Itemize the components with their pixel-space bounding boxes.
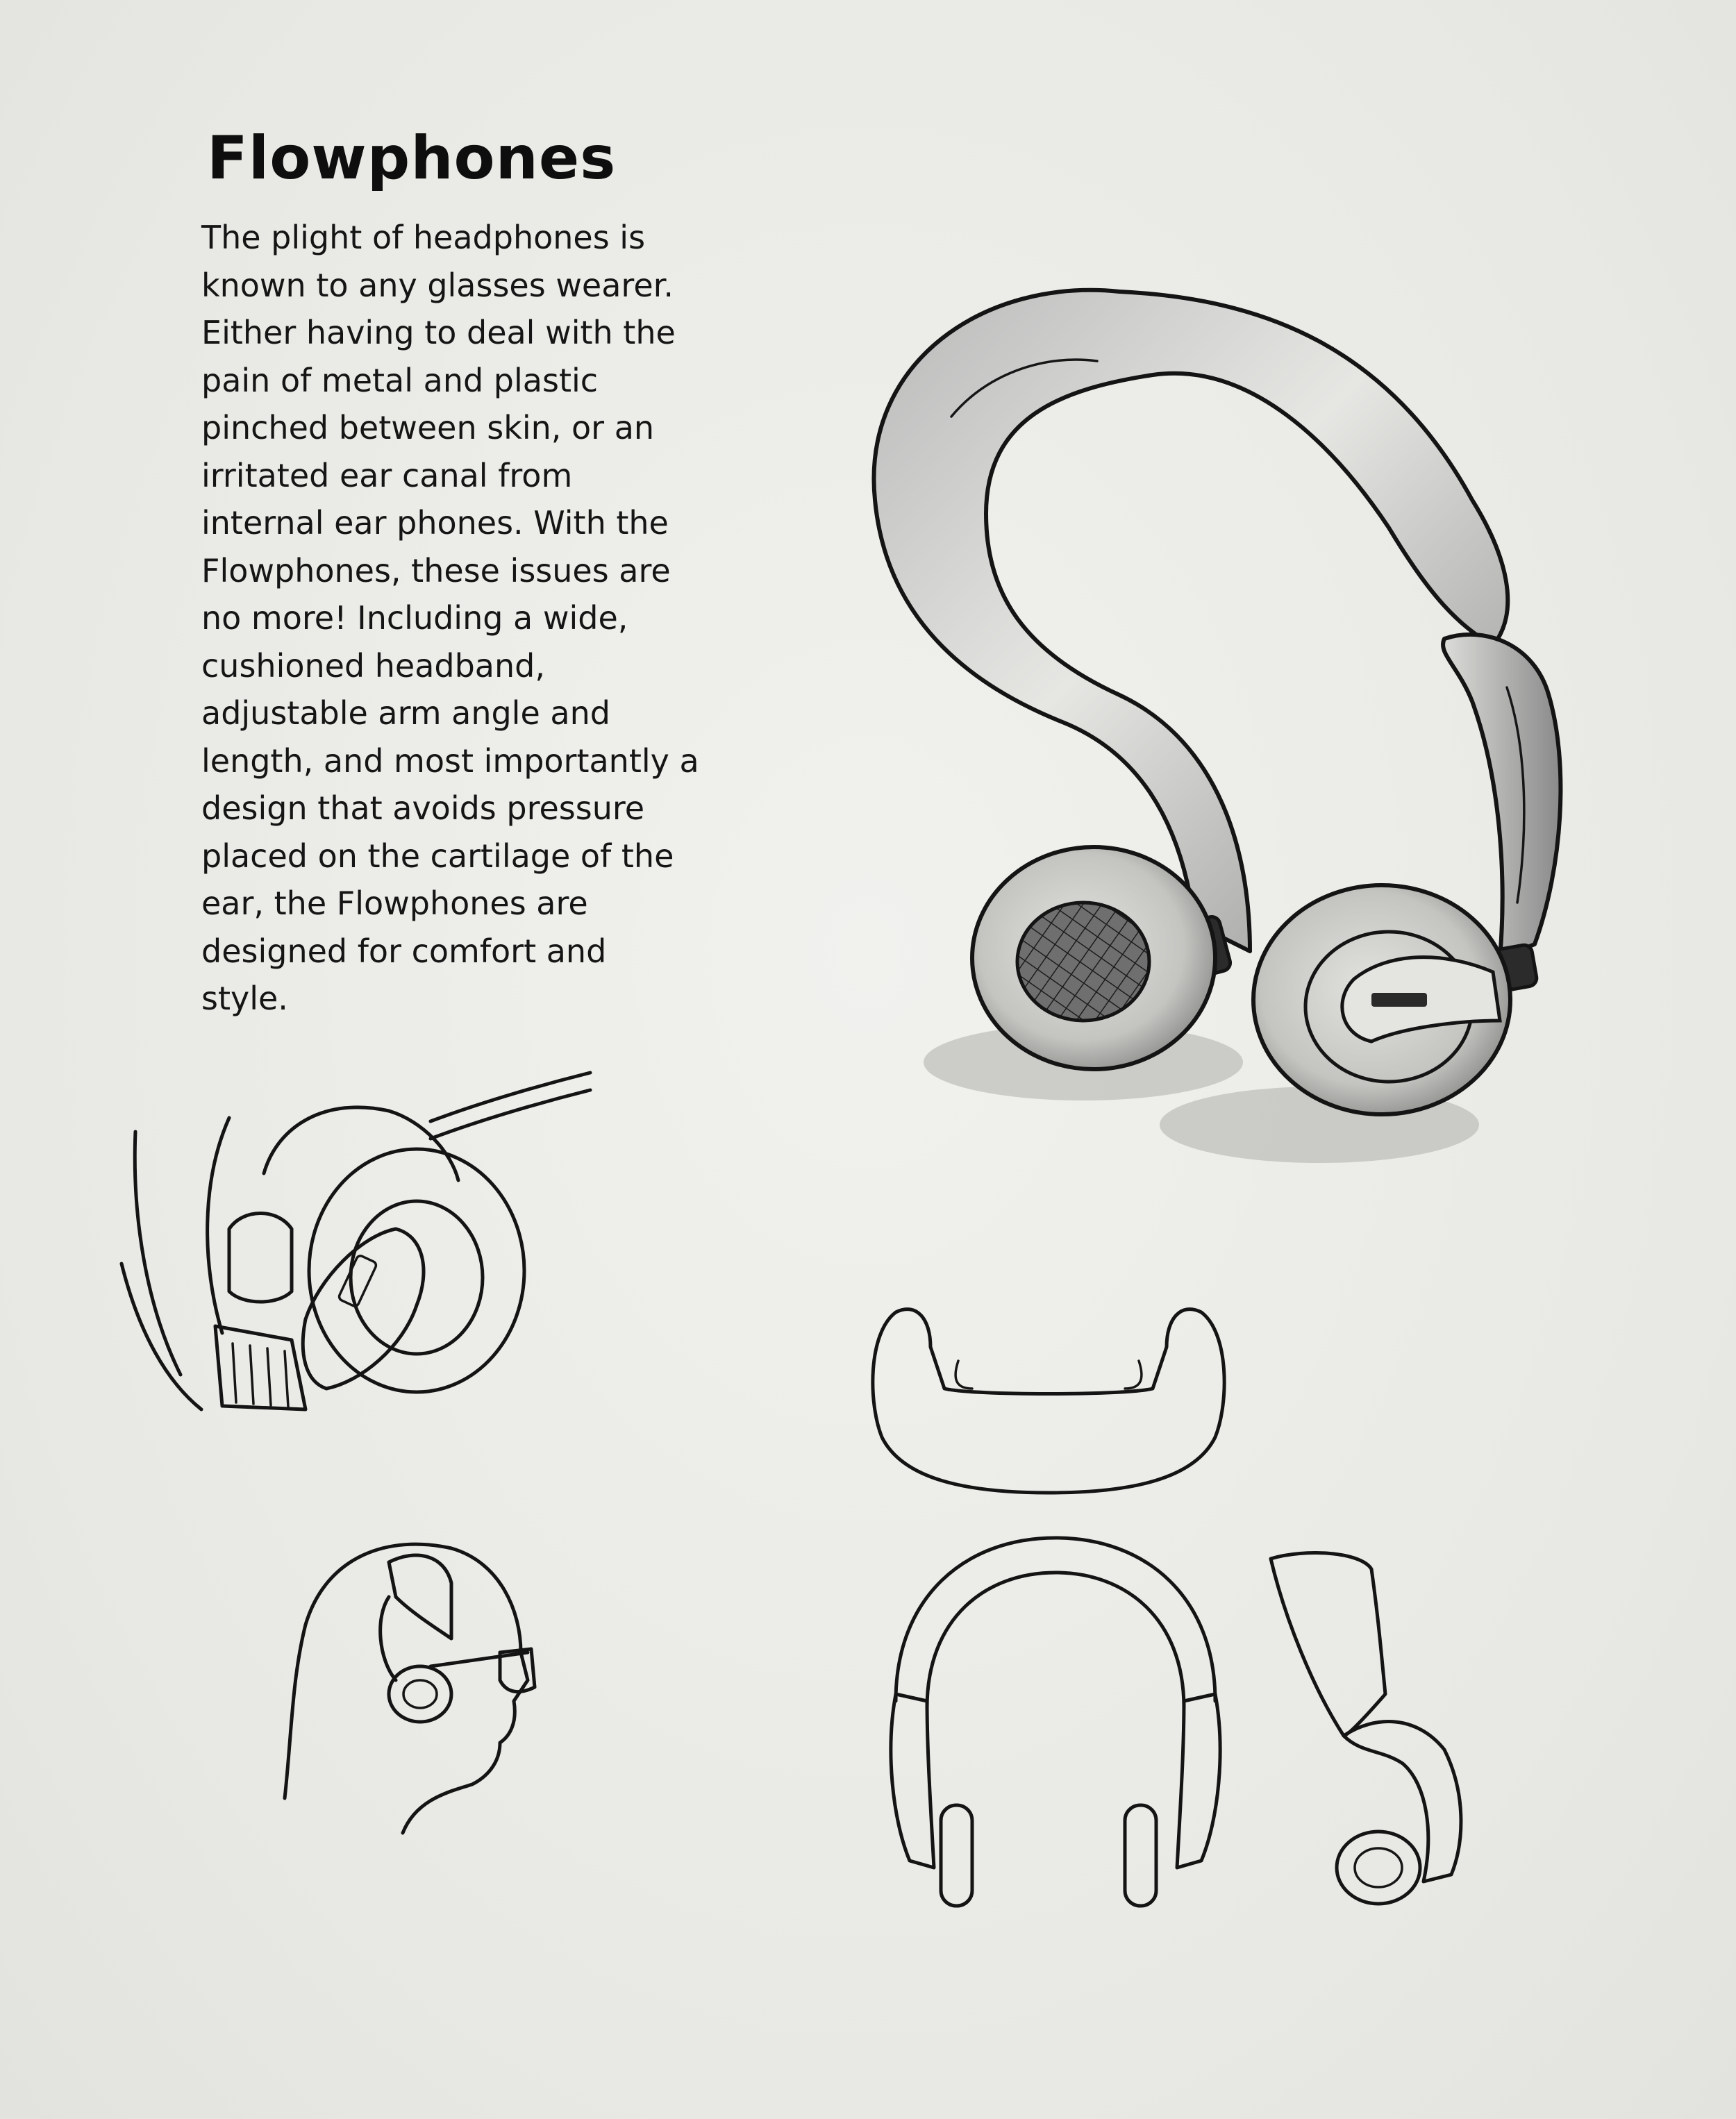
ear-cup-side — [1337, 1832, 1420, 1904]
glasses-temple — [431, 1652, 528, 1666]
page-title: Flowphones — [207, 124, 617, 193]
head-silhouette — [285, 1544, 528, 1833]
headband-top-outline — [873, 1309, 1224, 1493]
description-line: pinched between skin, or an — [201, 409, 655, 446]
ear-cup-profile — [389, 1666, 451, 1722]
description-line: cushioned headband, — [201, 646, 545, 685]
arm-outline — [229, 1214, 292, 1303]
description-line: designed for comfort and — [201, 932, 607, 970]
ear-cup-inner-side — [1355, 1848, 1402, 1887]
head-curve — [208, 1118, 229, 1333]
arm-profile — [381, 1597, 396, 1680]
profile-with-glasses-sketch — [271, 1527, 562, 1847]
headband-profile — [389, 1555, 451, 1639]
headband-front-inner — [927, 1573, 1184, 1708]
hinge-band — [215, 1326, 306, 1409]
description-line: pain of metal and plastic — [201, 361, 599, 399]
band-outline — [264, 1107, 458, 1180]
hinge-ridges — [233, 1343, 288, 1407]
front-view-sketch — [875, 1527, 1236, 1916]
cup-top — [955, 1361, 972, 1389]
description-line: The plight of headphones is — [201, 219, 646, 256]
head-curve — [135, 1132, 181, 1375]
side-view-sketch — [1250, 1541, 1479, 1916]
headphones-hero-sketch — [833, 264, 1667, 1236]
connector-slot — [1371, 993, 1427, 1007]
description-line: placed on the cartilage of the — [201, 837, 674, 875]
ear-cup-inner-profile — [403, 1680, 437, 1708]
description-line: Flowphones, these issues are — [201, 551, 671, 589]
right-cup-front — [1125, 1805, 1156, 1906]
description-line: style. — [201, 980, 288, 1017]
description-line: irritated ear canal from — [201, 456, 573, 494]
top-view-sketch — [861, 1291, 1236, 1507]
headband-shape — [874, 290, 1508, 951]
earcup-closeup-sketch — [118, 1062, 604, 1423]
description-line: ear, the Flowphones are — [201, 885, 588, 922]
description-line: no more! Including a wide, — [201, 599, 628, 637]
cup-connector — [303, 1229, 424, 1389]
arm-side — [1344, 1722, 1461, 1882]
left-cup-front — [941, 1805, 972, 1906]
description-line: Either having to deal with the — [201, 314, 676, 351]
cup-top — [1125, 1361, 1142, 1389]
description-paragraph — [201, 214, 729, 1023]
headband-front-outer — [896, 1538, 1215, 1701]
description-line: known to any glasses wearer. — [201, 266, 674, 304]
left-arm-front — [891, 1694, 934, 1868]
description-line: length, and most importantly a — [201, 742, 699, 780]
right-arm-front — [1177, 1694, 1220, 1868]
description-line: adjustable arm angle and — [201, 694, 610, 732]
head-curve — [122, 1264, 201, 1409]
description-line: internal ear phones. With the — [201, 504, 669, 542]
description-line: design that avoids pressure — [201, 789, 645, 827]
headband-side — [1271, 1553, 1385, 1736]
left-speaker-mesh — [1017, 903, 1149, 1021]
